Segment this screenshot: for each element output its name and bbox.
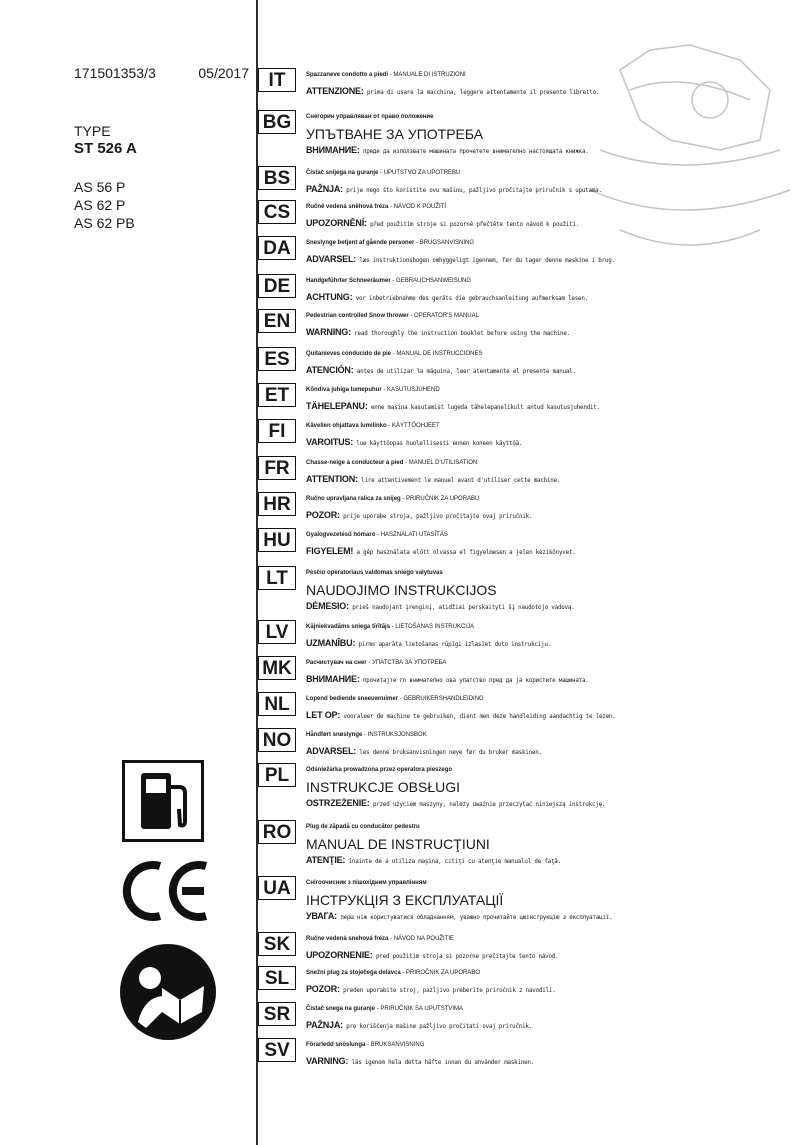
warning-body: pred použitím stroja si pozorne prečítajte tento návod. (375, 954, 559, 960)
warning-text (306, 708, 798, 724)
manual-title: GEBRAUCHSANWEISUNG (396, 278, 472, 284)
warning-text (306, 472, 798, 488)
manual-title: GEBRUIKERSHANDLEIDING (403, 696, 484, 702)
warning-body: prije nego što koristite ovu mašinu, pažljivo pročitajte priručnik s uputama. (346, 188, 602, 194)
language-entry-body (306, 564, 798, 615)
product-name: Расчистувач на снег (306, 660, 367, 666)
product-name: Ručně vedená sněhová fréza (306, 204, 389, 210)
language-entry-body (306, 526, 798, 560)
title-separator: - (388, 72, 394, 78)
language-title (306, 654, 798, 672)
warning-label: ATTENZIONE: (306, 86, 364, 96)
language-entry (258, 307, 798, 341)
language-entry (258, 381, 798, 415)
warning-body: перш ніж користуватися обладнанням, уважно прочитайте цюінструкцію з експлуатації. (340, 915, 613, 921)
title-separator: - (365, 1042, 371, 1048)
warning-label: ADVARSEL: (306, 746, 357, 756)
language-code-badge: HR (258, 492, 296, 516)
warning-text (306, 435, 798, 451)
product-name: Odśnieżarka prowadzona przez operatora pieszego (306, 767, 453, 773)
language-entry (258, 654, 798, 688)
title-separator: - (378, 170, 384, 176)
doc-number: 171501353/3 (74, 65, 156, 81)
warning-label: ВНИМАНИЕ: (306, 674, 360, 684)
manual-title: NÁVOD NA POUŽITIE (393, 936, 455, 942)
product-name: Plug de zăpadă cu conducător pedestru (306, 824, 420, 830)
language-entry (258, 526, 798, 560)
language-title (306, 108, 798, 126)
language-code-badge: LT (258, 566, 296, 590)
manual-title: OPERATOR'S MANUAL (414, 313, 479, 319)
warning-body: înainte de a utiliza maşina, citiţi cu atenţie manualul de faţă. (348, 859, 561, 865)
manual-title: PRIRUČNIK ZA UPORABU (406, 496, 480, 502)
manual-title: PRIROČNIK ZA UPORABO (406, 970, 481, 976)
language-entry (258, 198, 798, 232)
warning-text (306, 1018, 798, 1034)
language-title (306, 381, 798, 399)
title-separator: - (381, 387, 388, 393)
warning-body: преди да използвате машината прочетете внимателно настоящата книжка. (362, 149, 589, 155)
manual-title: УПАТСТВА ЗА УПОТРЕБА (372, 660, 447, 666)
warning-label: ACHTUNG: (306, 292, 353, 302)
warning-label: VARNING: (306, 1056, 349, 1066)
language-title (306, 1000, 798, 1018)
language-entry (258, 108, 798, 159)
warning-body: przed użyciem maszyny, należy uważnie przeczytać niniejszą instrukcję. (372, 802, 606, 808)
language-entry (258, 1036, 798, 1070)
language-entry (258, 564, 798, 615)
language-code-badge: CS (258, 200, 296, 224)
warning-label: OSTRZEŻENIE: (306, 798, 370, 808)
language-title (306, 564, 798, 582)
warning-text (306, 325, 798, 341)
warning-label: WARNING: (306, 327, 351, 337)
language-code-badge: SR (258, 1002, 296, 1026)
product-name: Håndført snøslynge (306, 732, 363, 738)
warning-body: a gép használata előtt olvassa el figyelmesen a jelen kézikönyvet. (356, 550, 576, 556)
language-title (306, 345, 798, 363)
language-code-badge: DE (258, 274, 296, 298)
language-title (306, 1036, 798, 1054)
warning-label: TÄHELEPANU: (306, 401, 368, 411)
language-code-badge: BG (258, 110, 296, 134)
language-entry (258, 874, 798, 925)
language-entry (258, 818, 798, 869)
language-code-badge: EN (258, 309, 296, 333)
warning-text (306, 290, 798, 306)
language-entry-body (306, 930, 798, 964)
language-entry-body (306, 272, 798, 306)
title-separator: - (362, 732, 368, 738)
language-entry-body (306, 761, 798, 812)
warning-label: PAŽNJA: (306, 1020, 343, 1030)
language-title (306, 761, 798, 779)
title-separator: - (386, 423, 393, 429)
warning-label: ВНИМАНИЕ: (306, 145, 360, 155)
language-title (306, 690, 798, 708)
warning-label: UZMANĪBU: (306, 638, 356, 648)
variant-list (74, 178, 249, 232)
product-name: Handgeführter Schneeräumer (306, 278, 391, 284)
product-name: Kävellen ohjattava lumilinko (306, 423, 387, 429)
language-code-badge: PL (258, 763, 296, 787)
product-name: Förarledd snöslunga (306, 1042, 366, 1048)
warning-label: UPOZORNENIE: (306, 950, 373, 960)
warning-text (306, 909, 798, 925)
manual-title: MANUAL DE INSTRUCCIONES (396, 351, 483, 357)
language-code-badge: SV (258, 1038, 296, 1062)
product-name: Lopend bediende sneeuwruimer (306, 696, 399, 702)
product-name: Spazzaneve condotto a piedi (306, 72, 389, 78)
warning-label: POZOR: (306, 984, 340, 994)
language-entry-body (306, 307, 798, 341)
manual-title: KÄYTTÖOHJEET (392, 423, 440, 429)
language-title (306, 66, 798, 84)
language-entry-body (306, 1000, 798, 1034)
warning-label: FIGYELEM! (306, 546, 354, 556)
language-entry-body (306, 818, 798, 869)
warning-text (306, 636, 798, 652)
read-manual-icon (118, 942, 218, 1042)
warning-body: läs igenom hela detta häfte innan du använder maskinen. (351, 1060, 535, 1066)
manual-title: INSTRUKCJE OBSŁUGI (306, 779, 461, 795)
warning-text (306, 599, 798, 615)
language-entry-body (306, 345, 798, 379)
language-code-badge: ET (258, 383, 296, 407)
language-code-badge: UA (258, 876, 296, 900)
title-separator: - (391, 351, 397, 357)
warning-text (306, 853, 798, 869)
variant-item: AS 56 P (74, 179, 126, 195)
language-title (306, 198, 798, 216)
language-title (306, 490, 798, 508)
language-code-badge: HU (258, 528, 296, 552)
language-entry-body (306, 654, 798, 688)
language-code-badge: LV (258, 620, 296, 644)
title-separator: - (400, 496, 407, 502)
language-code-badge: SK (258, 932, 296, 956)
model-name: ST 526 A (74, 140, 137, 157)
language-title (306, 874, 798, 892)
variant-item: AS 62 PB (74, 215, 135, 231)
product-name: Gyalogvezetésű hómaró (306, 532, 376, 538)
language-entry-body (306, 198, 798, 232)
language-title (306, 726, 798, 744)
manual-title: MANUEL D'UTILISATION (408, 460, 478, 466)
title-separator: - (388, 936, 394, 942)
product-name: Pėsčio operatoriaus valdomas sniego valytuvas (306, 570, 443, 576)
warning-text (306, 252, 798, 268)
language-entry-body (306, 964, 798, 998)
warning-body: prieš naudojant įrenginį, atidžiai perskaityti šį naudotojo vadovą. (352, 605, 575, 611)
warning-label: DĖMESIO: (306, 601, 349, 611)
ce-mark-icon (122, 860, 214, 922)
title-separator: - (400, 970, 407, 976)
product-name: Snežni plug za stoječega delavca (306, 970, 401, 976)
language-entry (258, 726, 798, 760)
language-entry (258, 454, 798, 488)
language-title (306, 526, 798, 544)
warning-text (306, 1054, 798, 1070)
title-separator: - (366, 660, 373, 666)
warning-label: УВАГА: (306, 911, 337, 921)
language-entry-body (306, 690, 798, 724)
language-entry (258, 345, 798, 379)
warning-text (306, 508, 798, 524)
warning-body: прочитајте го внимателно ова упатство пред да ја користите машината. (362, 678, 589, 684)
manual-title: ІНСТРУКЦІЯ З ЕКСПЛУАТАЦІЇ (306, 892, 504, 908)
warning-body: enne masina kasutamist lugeda tähelepanelikult antud kasutusjuhendit. (370, 405, 600, 411)
language-entry (258, 490, 798, 524)
language-title (306, 930, 798, 948)
manual-title: BRUKSANVISNING (370, 1042, 425, 1048)
language-entry-body (306, 454, 798, 488)
language-entry (258, 964, 798, 998)
warning-label: LET OP: (306, 710, 341, 720)
manual-title: NAUDOJIMO INSTRUKCIJOS (306, 582, 497, 598)
warning-label: UPOZORNĚNÍ: (306, 218, 367, 228)
warning-label: PAŽNJA: (306, 184, 343, 194)
language-entry (258, 1000, 798, 1034)
language-title (306, 164, 798, 182)
product-name: Kājniekvadāms sniega tīrītājs (306, 624, 391, 630)
product-name: Ručno upravljana ralica za snijeg (306, 496, 401, 502)
manual-title: HASZNÁLATI UTASÍTÁS (380, 532, 448, 538)
warning-body: read thoroughly the instruction booklet before using the machine. (354, 331, 570, 337)
language-entry (258, 690, 798, 724)
warning-text (306, 672, 798, 688)
language-code-badge: NL (258, 692, 296, 716)
title-separator: - (390, 278, 397, 284)
doc-date: 05/2017 (198, 65, 249, 81)
warning-label: ATENCIÓN: (306, 365, 354, 375)
language-title (306, 307, 798, 325)
warning-text (306, 182, 798, 198)
warning-text (306, 796, 798, 812)
language-code-badge: DA (258, 236, 296, 260)
language-code-badge: FI (258, 419, 296, 443)
product-name: Chasse-neige à conducteur à pied (306, 460, 404, 466)
title-separator: - (375, 532, 381, 538)
language-entry-body (306, 66, 798, 100)
type-label: TYPE (74, 123, 111, 139)
warning-body: pirms aparāta lietošanas rūpīgi izlasiet doto instrukciju. (358, 642, 551, 648)
warning-body: lire attentivement le manuel avant d'utiliser cette machine. (361, 478, 561, 484)
warning-body: preden uporabite stroj, pazljivo preberite priročnik z navodili. (343, 988, 556, 994)
manual-title: KASUTUSJUHEND (387, 387, 440, 393)
language-code-badge: NO (258, 728, 296, 752)
warning-body: vor inbetriebnahme des geräts die gebrauchsanleitung aufmerksam lesen. (355, 296, 589, 302)
language-entry-body (306, 417, 798, 451)
manual-title: УПЪТВАНЕ ЗА УПОТРЕБА (306, 126, 484, 142)
warning-label: ADVARSEL: (306, 254, 357, 264)
product-name: Снегорин управляван от право положение (306, 114, 434, 120)
language-entry-body (306, 164, 798, 198)
warning-label: ATENŢIE: (306, 855, 346, 865)
language-entry (258, 234, 798, 268)
warning-text (306, 363, 798, 379)
warning-body: antes de utilizar la máquina, leer atentamente el presente manual. (356, 369, 576, 375)
language-entry-body (306, 490, 798, 524)
manual-title: MANUALE DI ISTRUZIONI (393, 72, 466, 78)
title-separator: - (375, 1006, 381, 1012)
warning-text (306, 399, 798, 415)
warning-body: læs instruktionsbogen omhyggeligt igennem, før du tager denne maskine i brug. (359, 258, 615, 264)
language-entry (258, 618, 798, 652)
product-name: Čistač snijega na guranje (306, 170, 379, 176)
warning-body: lue käyttöopas huolellisesti ennen koneen käyttöä. (356, 441, 523, 447)
warning-text (306, 744, 798, 760)
language-entry (258, 164, 798, 198)
language-title (306, 454, 798, 472)
document-meta (74, 64, 249, 232)
title-separator: - (388, 204, 394, 210)
language-entry (258, 66, 798, 100)
language-entry-body (306, 234, 798, 268)
warning-body: před použitím stroje si pozorně přečtěte tento návod k použití. (370, 222, 580, 228)
language-title (306, 234, 798, 252)
warning-body: vooraleer de machine te gebruiken, dient men deze handleiding aandachtig te lezen. (343, 714, 616, 720)
language-entry (258, 272, 798, 306)
language-title (306, 964, 798, 982)
warning-text (306, 84, 798, 100)
language-entry-body (306, 726, 798, 760)
warning-label: POZOR: (306, 510, 340, 520)
title-separator: - (403, 460, 409, 466)
manual-title: MANUAL DE INSTRUCŢIUNI (306, 836, 490, 852)
language-code-badge: RO (258, 820, 296, 844)
title-separator: - (414, 240, 420, 246)
warning-text (306, 982, 798, 998)
language-entry (258, 761, 798, 812)
warning-text (306, 948, 798, 964)
warning-text (306, 216, 798, 232)
language-entry-body (306, 1036, 798, 1070)
product-name: Ručne vedená snehová fréza (306, 936, 389, 942)
language-code-badge: IT (258, 68, 296, 92)
product-name: Sneslynge betjent af gående personer (306, 240, 415, 246)
product-name: Kõndiva juhiga lumepuhur (306, 387, 382, 393)
manual-title: LIETOŠANAS INSTRUKCIJA (395, 624, 474, 630)
language-title (306, 618, 798, 636)
language-code-badge: ES (258, 347, 296, 371)
warning-label: ATTENTION: (306, 474, 358, 484)
product-name: Quitanieves conducido de pie (306, 351, 392, 357)
fuel-pump-icon (122, 760, 204, 842)
manual-title: PRIRUČNIK SA UPUTSTVIMA (380, 1006, 464, 1012)
warning-body: les denne bruksanvisningen nøye før du bruker maskinen. (359, 750, 542, 756)
language-title (306, 818, 798, 836)
title-separator: - (408, 313, 415, 319)
warning-label: VAROITUS: (306, 437, 354, 447)
language-title (306, 417, 798, 435)
language-entry-body (306, 618, 798, 652)
warning-text (306, 143, 798, 159)
warning-body: prije uporabe stroja, pažljivo pročitajte ovaj priručnik. (343, 514, 533, 520)
manual-title: INSTRUKSJONSBOK (367, 732, 427, 738)
language-code-badge: BS (258, 166, 296, 190)
warning-text (306, 544, 798, 560)
language-entry-body (306, 874, 798, 925)
language-code-badge: MK (258, 656, 296, 680)
language-title (306, 272, 798, 290)
language-code-badge: FR (258, 456, 296, 480)
language-code-badge: SL (258, 966, 296, 990)
product-name: Čistač snega na guranje (306, 1006, 376, 1012)
title-separator: - (390, 624, 396, 630)
variant-item: AS 62 P (74, 197, 126, 213)
manual-title: BRUGSANVISNING (419, 240, 475, 246)
warning-body: pre korišćenja mašine pažljivo pročitati ovaj priručnik. (346, 1024, 533, 1030)
product-name: Снігоочисник з пішохідним управлінням (306, 880, 427, 886)
manual-title: UPUTSTVO ZA UPOTREBU (383, 170, 461, 176)
language-entry-body (306, 381, 798, 415)
manual-title: NÁVOD K POUŽITÍ (393, 204, 447, 210)
language-entry (258, 930, 798, 964)
language-entry-body (306, 108, 798, 159)
warning-body: prima di usare la macchina, leggere attentamente il presente libretto. (366, 90, 600, 96)
language-entry (258, 417, 798, 451)
title-separator: - (398, 696, 404, 702)
product-name: Pedestrian controlled Snow thrower (306, 313, 409, 319)
